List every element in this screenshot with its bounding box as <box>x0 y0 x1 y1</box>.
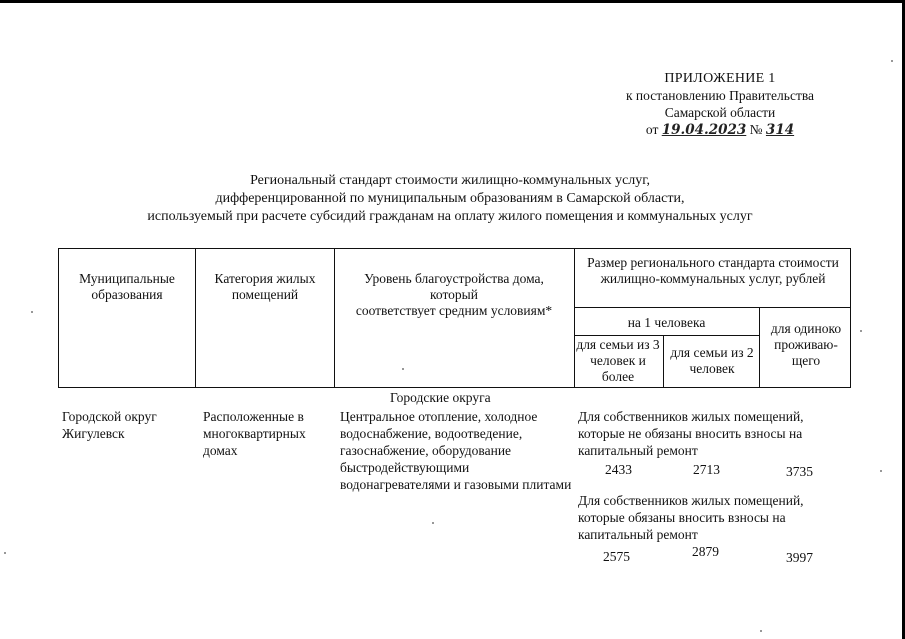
heading-line-3: используемый при расчете субсидий гражданам на оплату жилого помещения и коммунальных услуг <box>147 209 753 224</box>
header-size <box>577 255 849 287</box>
appendix-title: ПРИЛОЖЕНИЕ 1 <box>664 71 776 86</box>
header-single: для одиноко проживаю-щего <box>770 321 842 368</box>
group1-value-family2: 2713 <box>693 462 720 477</box>
appendix-line-1: к постановлению Правительства <box>625 88 815 103</box>
group2-value-family3: 2575 <box>603 549 630 564</box>
table-divider <box>663 335 664 387</box>
section-title: Городские округа <box>390 390 491 405</box>
heading-line-1: Региональный стандарт стоимости жилищно-коммунальных услуг, <box>250 173 650 188</box>
group1-value-family3: 2433 <box>605 462 632 477</box>
appendix-block <box>560 70 880 139</box>
number-sign: № <box>749 122 763 137</box>
header-level <box>339 271 569 319</box>
header-level-line-2: соответствует средним условиям* <box>355 303 553 318</box>
date-prefix: от <box>645 122 659 137</box>
header-per-person: на 1 человека <box>627 315 706 330</box>
group1-value-single: 3735 <box>786 464 813 479</box>
scan-speck <box>4 552 6 554</box>
scan-speck <box>31 311 33 313</box>
scan-edge-top <box>0 0 905 3</box>
appendix-line-2: Самарской области <box>664 105 776 120</box>
number-value: 314 <box>765 122 795 138</box>
header-table <box>58 248 851 388</box>
header-size-line-2: жилищно-коммунальных услуг, рублей <box>600 271 826 286</box>
group1-label: Для собственников жилых помещений, которые не обязаны вносить взносы на капитальный ремонт <box>578 409 804 458</box>
table-divider <box>574 335 759 336</box>
row-category: Расположенные в многоквартирных домах <box>203 409 306 458</box>
scan-speck <box>860 330 862 332</box>
table-divider <box>574 307 850 308</box>
heading-line-2: дифференцированной по муниципальным образованиям в Самарской области, <box>215 191 685 206</box>
scan-speck <box>891 60 893 62</box>
scan-speck <box>402 368 404 370</box>
header-category: Категория жилых помещений <box>214 271 316 302</box>
header-level-line-1: Уровень благоустройства дома, который <box>364 271 544 302</box>
scan-speck <box>880 470 882 472</box>
row-level: Центральное отопление, холодное водоснабжение, водоотведение, газоснабжение, оборудование быстродействующими водонагревателями и газовыми плитами <box>340 409 572 492</box>
header-size-line-1: Размер регионального стандарта стоимости <box>587 255 839 270</box>
date-value: 19.04.2023 <box>661 122 747 138</box>
group2-label: Для собственников жилых помещений, которые обязаны вносить взносы на капитальный ремонт <box>578 493 804 542</box>
scan-speck <box>760 630 762 632</box>
scan-speck <box>432 522 434 524</box>
row-municipality: Городской округ Жигулевск <box>62 409 157 441</box>
document-heading <box>110 172 790 226</box>
header-municipality: Муниципальные образования <box>79 271 175 302</box>
table-divider <box>195 249 196 387</box>
header-family-2: для семьи из 2 человек <box>670 345 754 376</box>
group2-value-family2: 2879 <box>692 544 719 559</box>
table-divider <box>334 249 335 387</box>
table-divider <box>759 307 760 387</box>
group2-value-single: 3997 <box>786 550 813 565</box>
header-family-3: для семьи из 3 человек и более <box>576 337 660 384</box>
appendix-date-row <box>560 121 880 139</box>
